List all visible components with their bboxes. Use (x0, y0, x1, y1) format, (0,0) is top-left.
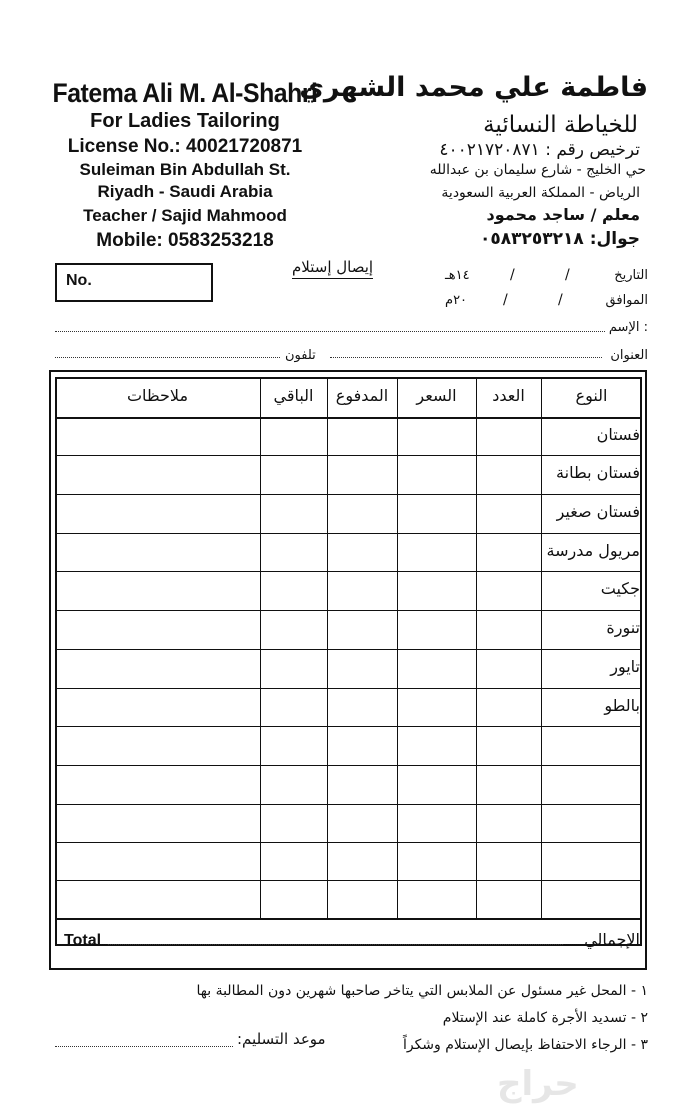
item-row-label: فستان صغير (556, 502, 640, 521)
col-header-type: النوع (575, 386, 608, 405)
address-label: العنوان (610, 348, 648, 363)
item-row-label: بالطو (604, 696, 640, 715)
column-divider (397, 377, 398, 918)
receipt-number-label: No. (66, 272, 92, 289)
business-subtitle-ar: للخياطة النسائية (483, 112, 638, 138)
teacher-en: Teacher / Sajid Mahmood (83, 206, 287, 225)
col-header-paid: المدفوع (335, 386, 389, 405)
col-header-remaining: الباقي (273, 386, 314, 405)
delivery-date-label: موعد التسليم: (237, 1030, 326, 1048)
date-slash: / (565, 267, 570, 283)
table-total-divider (55, 918, 642, 920)
item-row-label: فستان (596, 425, 640, 444)
item-row-label: جكيت (600, 579, 640, 598)
note-item: ١ - المحل غير مسئول عن الملابس التي يتاخر صاحبها شهرين دون المطالبة بها (196, 983, 648, 999)
total-label-en: Total (64, 932, 102, 949)
street-en: Suleiman Bin Abdullah St. (79, 160, 291, 179)
date-slash: / (510, 267, 515, 283)
items-table (55, 377, 642, 946)
delivery-date-line[interactable] (55, 1046, 233, 1047)
table-row-divider (55, 765, 642, 766)
teacher-ar: معلم / ساجد محمود (486, 205, 640, 224)
city-ar: الرياض - المملكة العربية السعودية (441, 185, 640, 201)
customer-name-line[interactable] (55, 331, 605, 332)
phone-line[interactable] (55, 357, 280, 358)
business-subtitle-en: For Ladies Tailoring (90, 110, 280, 132)
gregorian-suffix: ٢٠م (445, 293, 468, 308)
item-row-label: تنورة (606, 618, 640, 637)
date-label: التاريخ (614, 268, 648, 283)
table-row-divider (55, 571, 642, 572)
table-row-divider (55, 455, 642, 456)
item-row-label: تايور (610, 657, 640, 676)
watermark-logo: حراج (497, 1064, 579, 1104)
column-divider (327, 377, 328, 918)
license-number-ar: ترخيص رقم : ٤٠٠٢١٧٢٠٨٧١ (439, 140, 640, 160)
table-row-divider (55, 726, 642, 727)
col-header-price: السعر (416, 386, 457, 405)
total-label-ar: الإجمالي (584, 930, 640, 949)
note-item: ٣ - الرجاء الاحتفاظ بإيصال الإستلام وشكراً (402, 1037, 648, 1053)
address-line[interactable] (330, 357, 602, 358)
table-row-divider (55, 533, 642, 534)
business-name-en: Fatema Ali M. Al-Shahri (52, 78, 318, 108)
business-name-ar: فاطمة علي محمد الشهري (299, 72, 648, 103)
mobile-en: Mobile: 0583253218 (96, 230, 274, 251)
table-row-divider (55, 610, 642, 611)
table-row-divider (55, 880, 642, 881)
license-number-en: License No.: 40021720871 (67, 136, 303, 157)
column-divider (260, 377, 261, 918)
table-row-divider (55, 688, 642, 689)
col-header-notes: ملاحظات (126, 386, 189, 405)
item-row-label: مريول مدرسة (546, 541, 640, 560)
city-en: Riyadh - Saudi Arabia (97, 182, 273, 201)
col-header-count: العدد (492, 386, 525, 405)
note-item: ٢ - تسديد الأجرة كاملة عند الإستلام (442, 1010, 648, 1026)
total-line[interactable] (108, 944, 563, 945)
item-row-label: فستان بطانة (556, 463, 640, 482)
table-row-divider (55, 804, 642, 805)
table-row-divider (55, 842, 642, 843)
street-ar: حي الخليج - شارع سليمان بن عبدالله (429, 162, 646, 178)
hijri-suffix: ١٤هـ (445, 268, 470, 283)
column-divider (476, 377, 477, 918)
date-slash: / (503, 292, 508, 308)
table-header-divider (55, 417, 642, 419)
column-divider (541, 377, 542, 918)
table-row-divider (55, 494, 642, 495)
phone-label: تلفون (285, 348, 316, 363)
date-slash: / (558, 292, 563, 308)
table-row-divider (55, 649, 642, 650)
corresponding-date-label: الموافق (605, 293, 648, 308)
customer-name-label: الإسم : (608, 320, 648, 335)
receipt-title: إيصال إستلام (292, 258, 373, 279)
mobile-ar: جوال: ٠٥٨٣٢٥٣٢١٨ (480, 229, 640, 249)
